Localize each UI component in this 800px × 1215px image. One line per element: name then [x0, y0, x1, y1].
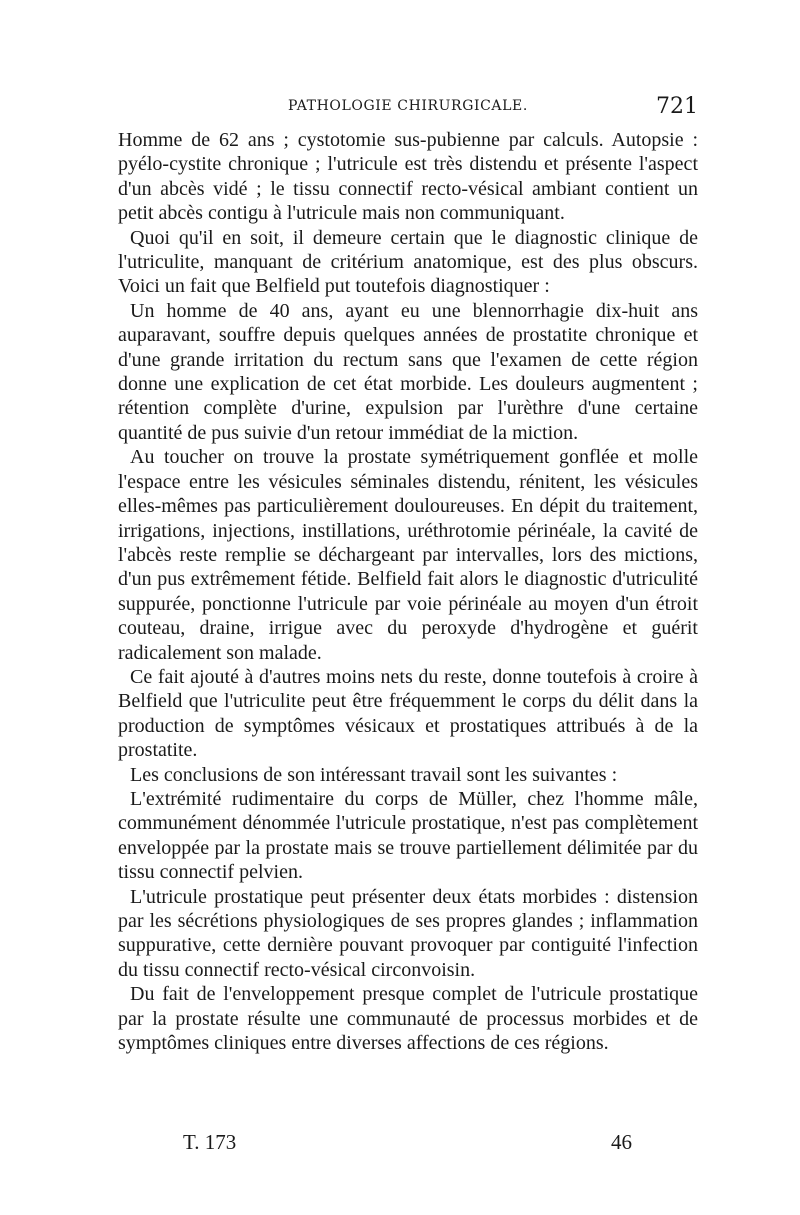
body-text: [118, 128, 698, 1055]
paragraph-belfield-case: Un homme de 40 ans, ayant eu une blennorrhagie dix-huit ans auparavant, souffre depuis quelques années de prostatite chronique et d'une grande irritation du rectum sans que l'examen de cette région donne une explication de cet état morbide. Les douleurs augmentent ; rétention complète d'urine, expulsion par l'urèthre d'une certaine quantité de pus suivie d'un retour immédiat de la miction.: [118, 299, 698, 444]
sheet-number: 46: [611, 1130, 632, 1154]
paragraph-examination: Au toucher on trouve la prostate symétriquement gonflée et molle l'espace entre les vésicules séminales distendu, rénitent, les vésicules elles-mêmes pas particulièrement douloureuses. En dépit du traitement, irrigations, injections, instillations, uréthrotomie périnéale, la cavité de l'abcès reste remplie se déchargeant par intervalles, lors des mictions, d'un pus extrêmement fétide. Belfield fait alors le diagnostic d'utriculité suppurée, ponctionne l'utricule par voie périnéale au moyen d'un étroit couteau, draine, irrigue avec du peroxyde d'hydrogène et guérit radicalement son malade.: [118, 446, 698, 664]
running-title: PATHOLOGIE CHIRURGICALE.: [288, 98, 528, 114]
book-page: [118, 92, 698, 1172]
running-head: [118, 94, 698, 120]
paragraph-conclusion-anatomy: L'extrémité rudimentaire du corps de Müller, chez l'homme mâle, communément dénommée l'utricule prostatique, n'est pas complètement enveloppée par la prostate mais se trouve partiellement délimitée par du tissu connectif pelvien.: [118, 787, 698, 884]
page-footer: [118, 1130, 698, 1160]
paragraph-interpretation: Ce fait ajouté à d'autres moins nets du reste, donne toutefois à croire à Belfield que l'utriculite peut être fréquemment le corps du délit dans la production de symptômes vésicaux et prostatiques attribués à de la prostatite.: [118, 665, 698, 762]
paragraph-conclusion-pathology: L'utricule prostatique peut présenter deux états morbides : distension par les sécrétions physiologiques de ses propres glandes ; inflammation suppurative, cette dernière pouvant provoquer par contiguité l'infection du tissu connectif recto-vésical circonvoisin.: [118, 885, 698, 981]
paragraph-conclusions-intro: Les conclusions de son intéressant travail sont les suivantes :: [130, 763, 618, 786]
page-number: 721: [656, 94, 698, 119]
paragraph-diagnosis: Quoi qu'il en soit, il demeure certain que le diagnostic clinique de l'utriculite, manquant de critérium anatomique, est des plus obscurs. Voici un fait que Belfield put toutefois diagnostiquer :: [118, 226, 698, 298]
signature-mark: T. 173: [183, 1130, 237, 1154]
paragraph-conclusion-symptoms: Du fait de l'enveloppement presque complet de l'utricule prostatique par la prostate résulte une communauté de processus morbides et de symptômes cliniques entre diverses affections de ces régions.: [118, 983, 698, 1055]
paragraph-case-report: Homme de 62 ans ; cystotomie sus-pubienne par calculs. Autopsie : pyélo-cystite chronique ; l'utricule est très distendu et présente l'aspect d'un abcès vidé ; le tissu connectif recto-vésical ambiant contient un petit abcès contigu à l'utricule mais non communiquant.: [118, 129, 698, 225]
